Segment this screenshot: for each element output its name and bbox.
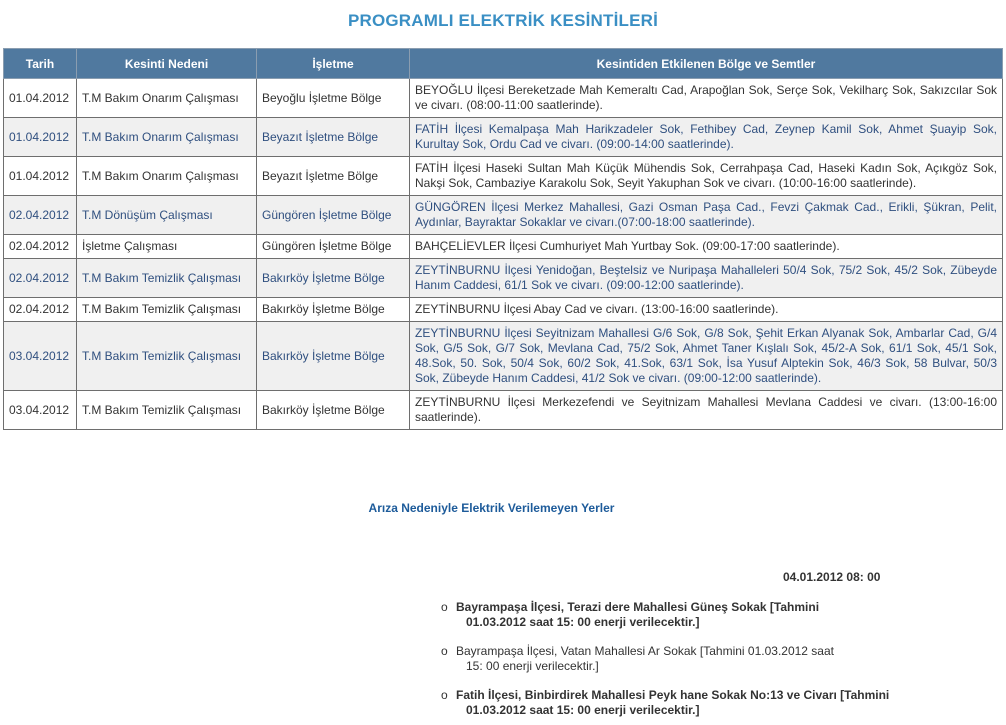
fault-text-line1: Bayrampaşa İlçesi, Terazi dere Mahallesi Güneş Sokak [Tahmini — [456, 600, 820, 614]
cell-region: FATİH İlçesi Kemalpaşa Mah Harikzadeler Sok, Fethibey Cad, Zeynep Kamil Sok, Ahmet Şuayip Sok, Kurultay Sok, Ordu Cad ve civarı. (09:00-14:00 saatlerinde). — [410, 118, 1003, 157]
cell-date: 01.04.2012 — [4, 157, 77, 196]
table-row[interactable] — [4, 196, 1003, 235]
cell-region: BEYOĞLU İlçesi Bereketzade Mah Kemeraltı Cad, Arapoğlan Sok, Serçe Sok, Vekilharç Sok, Sakızcılar Sok ve civarı. (08:00-11:00 saatlerinde). — [410, 79, 1003, 118]
cell-date: 02.04.2012 — [4, 259, 77, 298]
cell-region: ZEYTİNBURNU İlçesi Yenidoğan, Beştelsiz ve Nuripaşa Mahalleleri 50/4 Sok, 75/2 Sok, 45/2 Sok, Zübeyde Hanım Caddesi, 61/1 Sok ve civarı. (09:00-12:00 saatlerinde). — [410, 259, 1003, 298]
cell-cause: İşletme Çalışması — [77, 235, 257, 259]
table-row[interactable] — [4, 259, 1003, 298]
cell-region: ZEYTİNBURNU İlçesi Abay Cad ve civarı. (13:00-16:00 saatlerinde). — [410, 298, 1003, 322]
header-cause: Kesinti Nedeni — [77, 49, 257, 79]
header-date: Tarih — [4, 49, 77, 79]
bullet-circle-icon: o — [441, 688, 448, 702]
cell-cause: T.M Dönüşüm Çalışması — [77, 196, 257, 235]
bullet-circle-icon: o — [441, 600, 448, 614]
fault-text-line2: 01.03.2012 saat 15: 00 enerji verilecektir.] — [466, 615, 700, 629]
cell-cause: T.M Bakım Temizlik Çalışması — [77, 298, 257, 322]
cell-region: ZEYTİNBURNU İlçesi Merkezefendi ve Seyitnizam Mahallesi Mevlana Caddesi ve civarı. (13:00-16:00 saatlerinde). — [410, 391, 1003, 430]
list-item — [441, 644, 891, 674]
cell-unit: Bakırköy İşletme Bölge — [257, 259, 410, 298]
header-unit: İşletme — [257, 49, 410, 79]
list-item — [441, 688, 891, 718]
cell-date: 03.04.2012 — [4, 322, 77, 391]
planned-outages-table — [3, 48, 1003, 430]
fault-text-line1: Bayrampaşa İlçesi, Vatan Mahallesi Ar Sokak [Tahmini 01.03.2012 saat — [456, 644, 834, 658]
cell-date: 03.04.2012 — [4, 391, 77, 430]
fault-text-line2: 01.03.2012 saat 15: 00 enerji verilecektir.] — [466, 703, 700, 717]
table-row — [4, 391, 1003, 430]
cell-date: 01.04.2012 — [4, 118, 77, 157]
faults-section-title: Arıza Nedeniyle Elektrik Verilemeyen Yerler — [368, 501, 615, 515]
cell-unit: Beyazıt İşletme Bölge — [257, 118, 410, 157]
cell-date: 02.04.2012 — [4, 235, 77, 259]
fault-list — [441, 600, 891, 725]
cell-cause: T.M Bakım Temizlik Çalışması — [77, 259, 257, 298]
fault-text-line2: 15: 00 enerji verilecektir.] — [466, 659, 599, 673]
table-row — [4, 298, 1003, 322]
cell-date: 02.04.2012 — [4, 298, 77, 322]
cell-region: GÜNGÖREN İlçesi Merkez Mahallesi, Gazi Osman Paşa Cad., Fevzi Çakmak Cad., Erikli, Şükran, Pelit, Aydınlar, Bayraktar Sokaklar ve civarı.(07:00-18:00 saatlerinde). — [410, 196, 1003, 235]
cell-date: 01.04.2012 — [4, 79, 77, 118]
cell-cause: T.M Bakım Temizlik Çalışması — [77, 391, 257, 430]
header-region: Kesintiden Etkilenen Bölge ve Semtler — [410, 49, 1003, 79]
faults-timestamp: 04.01.2012 08: 00 — [783, 570, 881, 584]
table-row — [4, 235, 1003, 259]
table-row — [4, 79, 1003, 118]
cell-cause: T.M Bakım Onarım Çalışması — [77, 79, 257, 118]
table-header-row — [4, 49, 1003, 79]
cell-region: FATİH İlçesi Haseki Sultan Mah Küçük Mühendis Sok, Cerrahpaşa Cad, Haseki Kadın Sok, Açıkgöz Sok, Nakşi Sok, Cambaziye Karakolu Sok, Seyit Yakuphan Sok ve civarı. (10:00-16:00 saatlerinde). — [410, 157, 1003, 196]
cell-cause: T.M Bakım Temizlik Çalışması — [77, 322, 257, 391]
cell-cause: T.M Bakım Onarım Çalışması — [77, 157, 257, 196]
cell-unit: Beyazıt İşletme Bölge — [257, 157, 410, 196]
bullet-circle-icon: o — [441, 644, 448, 658]
cell-date: 02.04.2012 — [4, 196, 77, 235]
cell-unit: Bakırköy İşletme Bölge — [257, 322, 410, 391]
cell-unit: Bakırköy İşletme Bölge — [257, 391, 410, 430]
table-row[interactable] — [4, 322, 1003, 391]
cell-region: BAHÇELİEVLER İlçesi Cumhuriyet Mah Yurtbay Sok. (09:00-17:00 saatlerinde). — [410, 235, 1003, 259]
cell-region: ZEYTİNBURNU İlçesi Seyitnizam Mahallesi G/6 Sok, G/8 Sok, Şehit Erkan Alyanak Sok, Ambarlar Cad, G/4 Sok, G/5 Sok, G/7 Sok, Mevlana Cad, 75/2 Sok, Ahmet Taner Kışlalı Sok, 45/2-A Sok, 61/1 Sok, 45/1 Sok, 48.Sok, 50. Sok, 50/4 Sok, 60/2 Sok, 41.Sok, 63/1 Sok, İsa Yusuf Alptekin Sok, 46/3 Sok, 58 Bulvar, 50/3 Sok, Zübeyde Hanım Caddesi, 41/2 Sok ve civarı. (09:00-12:00 saatlerinde). — [410, 322, 1003, 391]
cell-unit: Güngören İşletme Bölge — [257, 235, 410, 259]
page-title: PROGRAMLI ELEKTRİK KESİNTİLERİ — [347, 11, 659, 30]
cell-cause: T.M Bakım Onarım Çalışması — [77, 118, 257, 157]
list-item — [441, 600, 891, 630]
table-row — [4, 157, 1003, 196]
cell-unit: Bakırköy İşletme Bölge — [257, 298, 410, 322]
fault-text-line1: Fatih İlçesi, Binbirdirek Mahallesi Peyk hane Sokak No:13 ve Civarı [Tahmini — [456, 688, 890, 702]
table-row[interactable] — [4, 118, 1003, 157]
cell-unit: Beyoğlu İşletme Bölge — [257, 79, 410, 118]
cell-unit: Güngören İşletme Bölge — [257, 196, 410, 235]
